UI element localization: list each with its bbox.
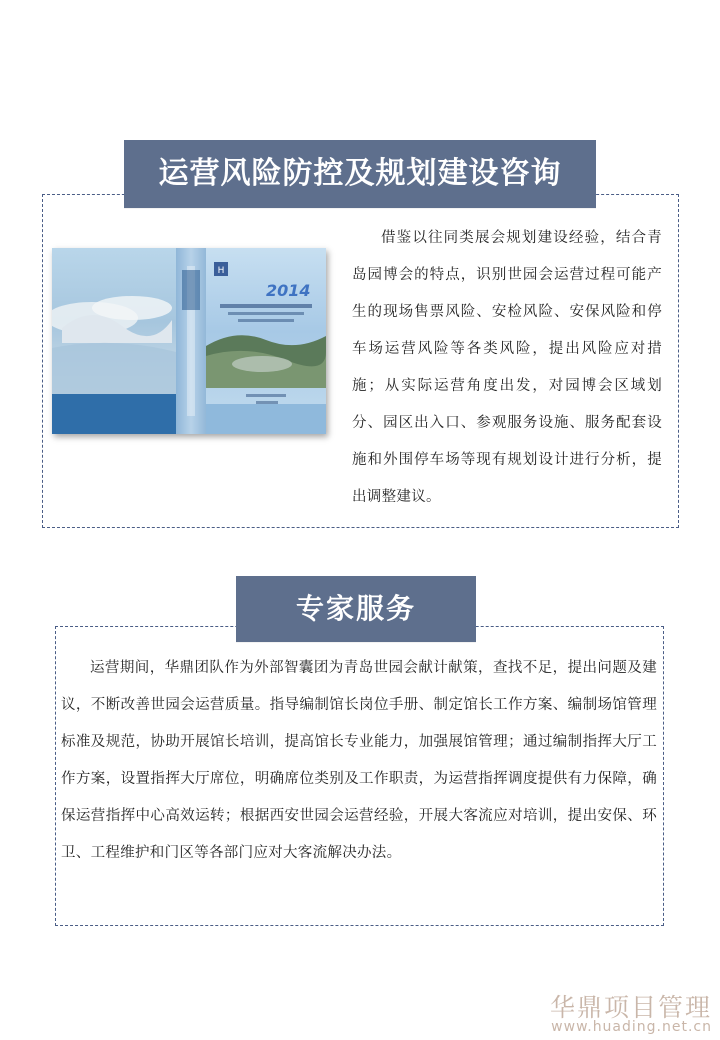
section-title-expert-service: 专家服务 bbox=[236, 576, 476, 642]
svg-text:2014: 2014 bbox=[266, 281, 311, 300]
section-expert-service-text: 运营期间，华鼎团队作为外部智囊团为青岛世园会献计献策，查找不足，提出问题及建议，不断改善世园会运营质量。指导编制馆长岗位手册、制定馆长工作方案、编制场馆管理标准及规范，协助开展馆长培训，提高馆长专业能力，加强展馆管理；通过编制指挥大厅工作方案，设置指挥大厅席位，明确席位类别及工作职责，为运营指挥调度提供有力保障，确保运营指挥中心高效运转；根据西安世园会运营经验，开展大客流应对培训，提出安保、环卫、工程维护和门区等各部门应对大客流解决办法。 bbox=[61, 660, 657, 861]
brand-watermark: 华鼎项目管理 bbox=[549, 993, 712, 1022]
brand-watermark-url: www.huading.net.cn bbox=[551, 1019, 712, 1035]
svg-text:H: H bbox=[217, 266, 225, 276]
report-book-cover-image bbox=[52, 248, 326, 434]
section-risk-consulting-text: 借鉴以往同类展会规划建设经验，结合青岛园博会的特点，识别世园会运营过程可能产生的现场售票风险、安检风险、安保风险和停车场运营风险等各类风险，提出风险应对措施；从实际运营角度出发，对园博会区域划分、园区出入口、参观服务设施、服务配套设施和外围停车场等现有规划设计进行分析，提出调整建议。 bbox=[352, 230, 662, 505]
section-title-risk-consulting: 运营风险防控及规划建设咨询 bbox=[124, 140, 596, 208]
